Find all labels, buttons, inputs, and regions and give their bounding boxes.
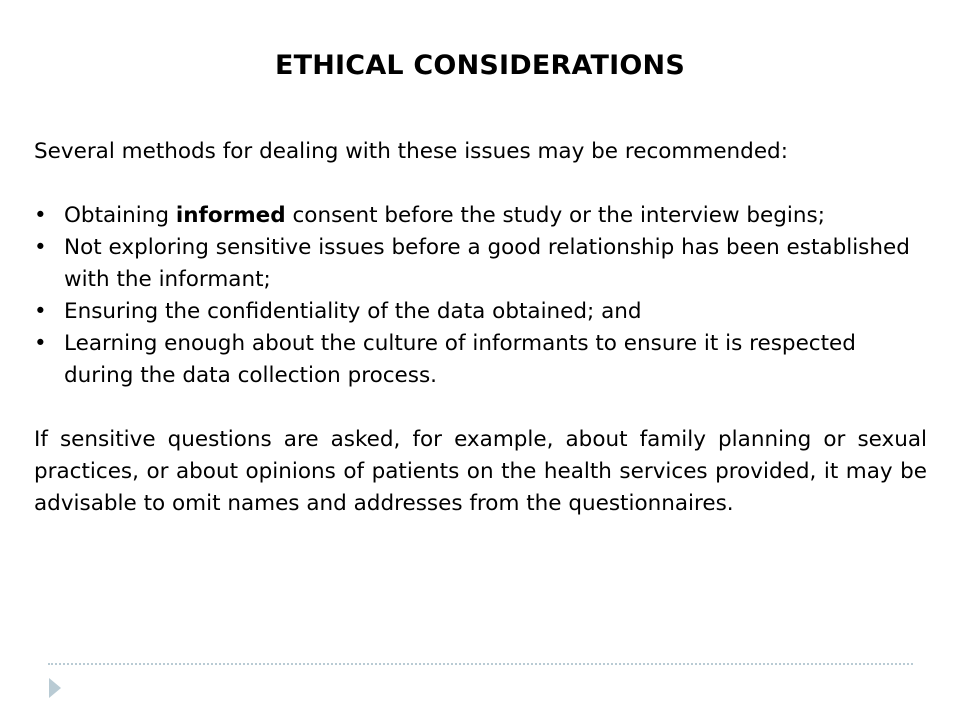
bullet-dot-icon: • <box>34 331 47 356</box>
triangle-arrow-icon <box>49 678 61 698</box>
footer-divider <box>48 663 913 665</box>
bullet-dot-icon: • <box>34 299 47 324</box>
bullet-dot-icon: • <box>34 203 47 228</box>
intro-paragraph: Several methods for dealing with these issues may be recommended: <box>34 139 788 164</box>
slide-body <box>34 136 927 520</box>
bullet-text: Not exploring sensitive issues before a good relationship has been established with the informant; <box>64 235 910 292</box>
bullet-item <box>34 232 927 296</box>
bullet-item <box>34 328 927 392</box>
bullet-item <box>34 296 927 328</box>
bullet-list <box>34 200 927 392</box>
bullet-text: Ensuring the confidentiality of the data obtained; and <box>64 299 642 324</box>
bullet-text: Obtaining <box>64 203 176 228</box>
bullet-text: Learning enough about the culture of informants to ensure it is respected during the data collection process. <box>64 331 856 388</box>
slide-title: ETHICAL CONSIDERATIONS <box>275 50 685 81</box>
bullet-emphasis: informed <box>175 203 286 228</box>
closing-paragraph: If sensitive questions are asked, for example, about family planning or sexual practices, or about opinions of patients on the health services provided, it may be advisable to omit names and addresses from the questionnaires. <box>34 427 927 516</box>
bullet-item <box>34 200 927 232</box>
bullet-text: consent before the study or the interview begins; <box>285 203 825 228</box>
bullet-dot-icon: • <box>34 235 47 260</box>
